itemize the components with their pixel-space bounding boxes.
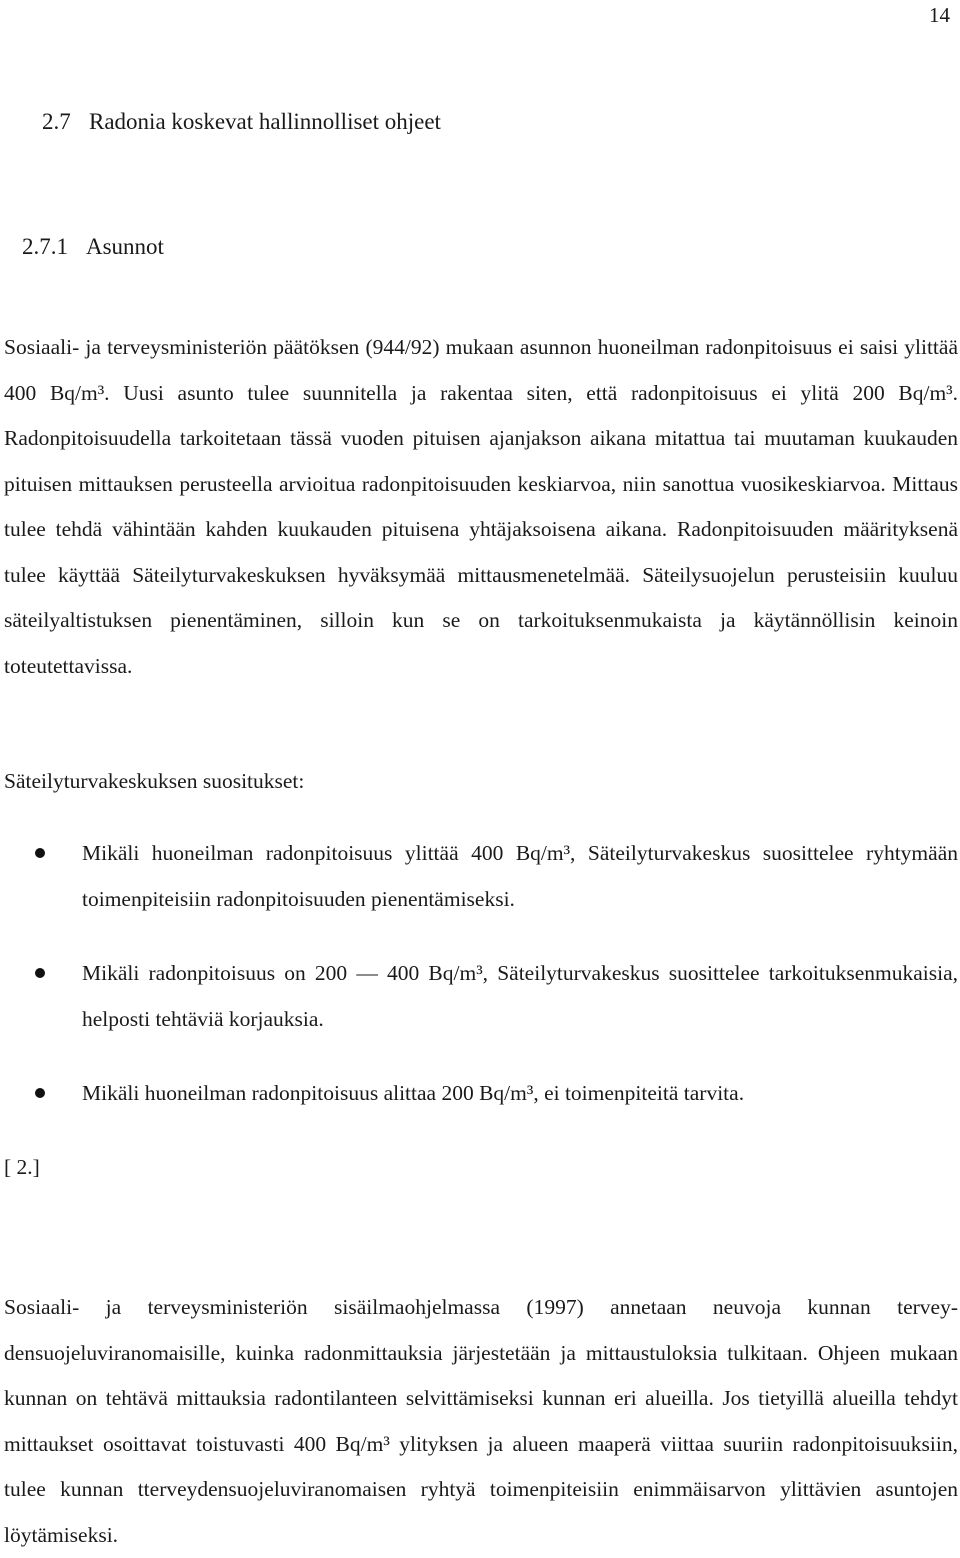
list-item-text: Mikäli radonpitoisuus on 200 — 400 Bq/m³, Säteilyturvakeskus suosittelee tarkoituksenmukaisia, helposti tehtäviä korjauksia. — [82, 961, 958, 1031]
list-item-text: Mikäli huoneilman radonpitoisuus ylittää 400 Bq/m³, Säteilyturvakeskus suosittelee ryhtymään toimenpiteisiin radonpitoisuuden pienentämiseksi. — [82, 841, 958, 911]
section-title: Radonia koskevat hallinnolliset ohjeet — [89, 109, 441, 134]
subsection-title: Asunnot — [86, 234, 164, 259]
bullet-icon — [35, 848, 45, 858]
paragraph-radon-limits: Sosiaali- ja terveysministeriön päätöksen (944/92) mukaan asunnon huoneilman radonpitoisuus ei saisi ylittää 400 Bq/m³. Uusi asunto tulee suunnitella ja rakentaa siten, että radonpitoisuus ei ylitä 200 Bq/m³. Radonpitoisuudella tarkoitetaan tässä vuoden pituisen ajanjakson aikana mitattua tai muutaman kuukauden pituisen mittauksen perusteella arvioitua radonpitoisuuden keskiarvoa, niin sanottua vuosikeskiarvoa. Mittaus tulee tehdä vähintään kahden kuukauden pituisena yhtäjaksoisena aikana. Radonpitoisuuden määrityksenä tulee käyttää Säteilyturvakeskuksen hyväksymää mittausmenetelmää. Säteilysuojelun perusteisiin kuuluu säteilyaltistuksen pienentäminen, silloin kun se on tarkoituksenmukaista ja käytännöllisin keinoin toteutettavissa. — [4, 335, 958, 678]
bullet-icon — [35, 968, 45, 978]
recommendations-intro: Säteilyturvakeskuksen suositukset: — [4, 769, 305, 793]
paragraph-indoor-air-programme: Sosiaali- ja terveysministeriön sisäilmaohjelmassa (1997) annetaan neuvoja kunnan terveydensuojeluviranomaisille, kuinka radonmittauksia järjestetään ja mittaustuloksia tulkitaan. Ohjeen mukaan kunnan on tehtävä mittauksia radontilanteen selvittämiseksi kunnan eri alueilla. Jos tietyillä alueilla tehdyt mittaukset osoittavat toistuvasti 400 Bq/m³ ylityksen ja alueen maaperä viittaa suuriin radonpitoisuuksiin, tulee kunnan tterveydensuojeluviranomaisen ryhtyä toimenpiteisiin enimmäisarvon ylittävien asuntojen löytämiseksi. — [4, 1295, 958, 1547]
list-item-text: Mikäli huoneilman radonpitoisuus alittaa 200 Bq/m³, ei toimenpiteitä tarvita. — [82, 1081, 745, 1105]
subsection-heading — [22, 233, 164, 261]
page-number: 14 — [929, 3, 950, 27]
subsection-number: 2.7.1 — [22, 234, 68, 259]
section-heading — [42, 108, 441, 136]
bullet-icon — [35, 1088, 45, 1098]
reference-citation: [ 2.] — [4, 1155, 40, 1179]
section-number: 2.7 — [42, 109, 71, 134]
